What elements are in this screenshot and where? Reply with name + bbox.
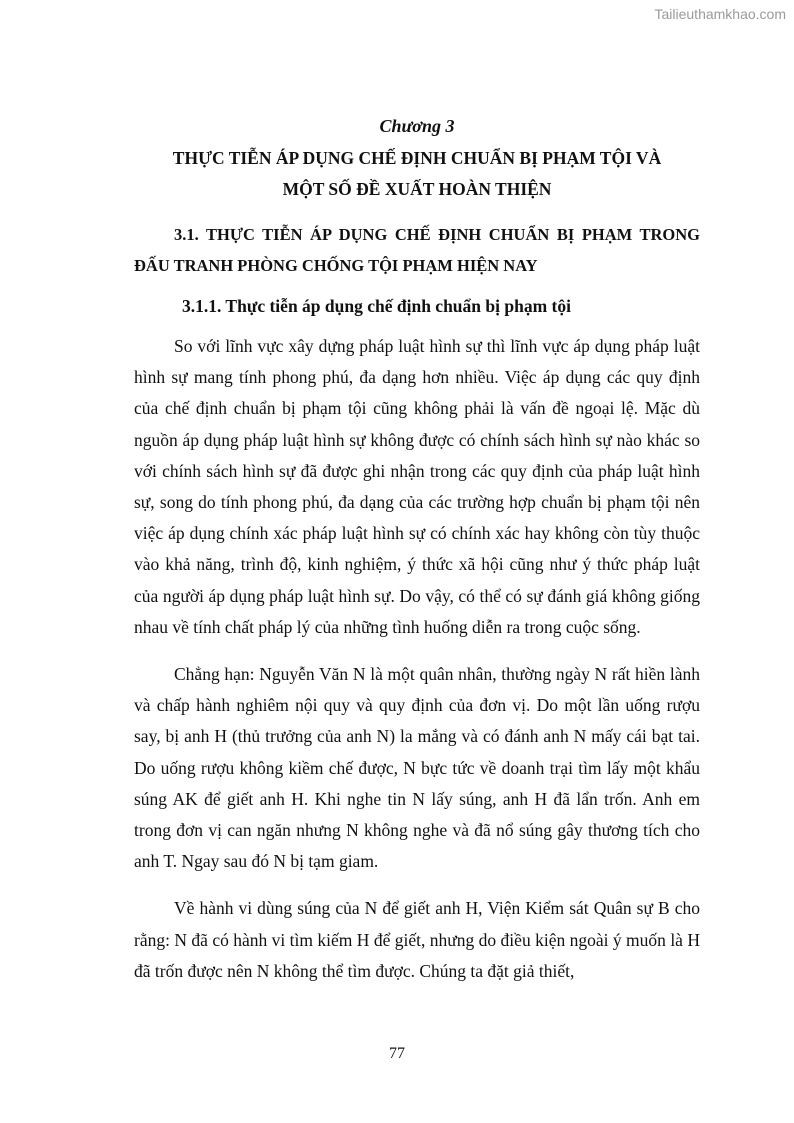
watermark-text: Tailieuthamkhao.com [654,6,786,22]
chapter-label: Chương 3 [379,116,455,136]
subsection-heading: 3.1.1. Thực tiễn áp dụng chế định chuẩn bị phạm tội [182,296,571,316]
body-paragraph-1: So với lĩnh vực xây dựng pháp luật hình sự thì lĩnh vực áp dụng pháp luật hình sự mang tính phong phú, đa dạng hơn nhiều. Việc áp dụng các quy định của chế định chuẩn bị phạm tội cũng không phải là vấn đề ngoại lệ. Mặc dù nguồn áp dụng pháp luật hình sự không được có chính sách hình sự nào khác so với chính sách hình sự đã được ghi nhận trong các quy định của pháp luật hình sự, song do tính phong phú, đa dạng của các trường hợp chuẩn bị phạm tội nên việc áp dụng chính xác pháp luật hình sự có chính xác hay không còn tùy thuộc vào khả năng, trình độ, kinh nghiệm, ý thức xã hội cũng như ý thức pháp luật của người áp dụng pháp luật hình sự. Do vậy, có thể có sự đánh giá không giống nhau về tính chất pháp lý của những tình huống diễn ra trong cuộc sống. [134,336,700,637]
chapter-title-line-1: THỰC TIỄN ÁP DỤNG CHẾ ĐỊNH CHUẨN BỊ PHẠM TỘI VÀ [172,148,662,168]
body-paragraph-3: Về hành vi dùng súng của N để giết anh H, Viện Kiểm sát Quân sự B cho rằng: N đã có hành vi tìm kiếm H để giết, nhưng do điều kiện ngoài ý muốn là H đã trốn được nên N không thể tìm được. Chúng ta đặt giả thiết, [134,898,700,981]
chapter-title-line-2: MỘT SỐ ĐỀ XUẤT HOÀN THIỆN [282,179,552,199]
page-number: 77 [389,1045,405,1062]
document-body [134,112,700,987]
body-paragraph-2: Chẳng hạn: Nguyễn Văn N là một quân nhân, thường ngày N rất hiền lành và chấp hành nghiêm nội quy và quy định của đơn vị. Do một lần uống rượu say, bị anh H (thủ trưởng của anh N) la mắng và có đánh anh N mấy cái bạt tai. Do uống rượu không kiềm chế được, N bực tức về doanh trại tìm lấy một khẩu súng AK để giết anh H. Khi nghe tin N lấy súng, anh H đã lẩn trốn. Anh em trong đơn vị can ngăn nhưng N không nghe và đã nổ súng gây thương tích cho anh T. Ngay sau đó N bị tạm giam. [134,664,700,872]
chapter-title [134,143,700,205]
section-heading: 3.1. THỰC TIỄN ÁP DỤNG CHẾ ĐỊNH CHUẨN BỊ PHẠM TRONG ĐẤU TRANH PHÒNG CHỐNG TỘI PHẠM HIỆN NAY [134,225,700,275]
